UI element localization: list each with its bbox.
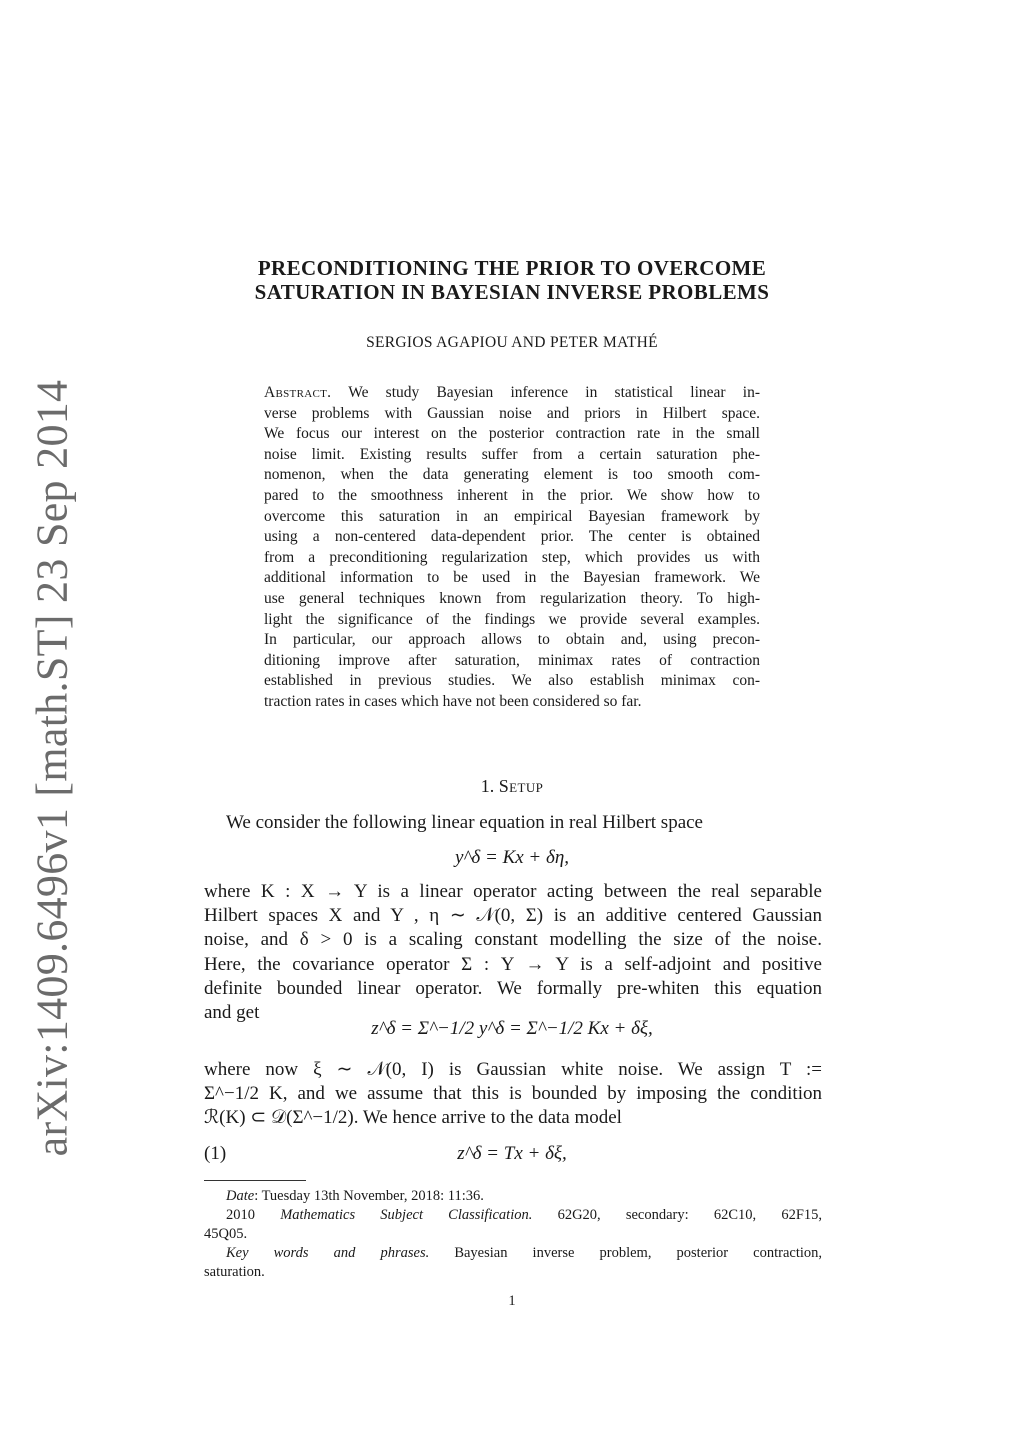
footnote-msc: 2010 Mathematics Subject Classification. 62G20, secondary: 62C10, 62F15, xyxy=(226,1207,823,1223)
abstract-line: noise limit. Existing results suffer from a certain saturation phe- xyxy=(264,445,760,463)
section-heading xyxy=(0,776,1024,797)
equation-observation: y^δ = Kx + δη, xyxy=(454,847,570,868)
body-line: Hilbert spaces X and Y , η ∼ 𝒩(0, Σ) is an additive centered Gaussian xyxy=(204,905,822,927)
section-title: Setup xyxy=(498,776,544,796)
abstract-line: traction rates in cases which have not been considered so far. xyxy=(264,692,642,710)
paper-title-line-2: SATURATION IN BAYESIAN INVERSE PROBLEMS xyxy=(254,280,770,304)
equation-data-model: z^δ = Tx + δξ, xyxy=(457,1143,567,1164)
equation-prewhitened: z^δ = Σ^−1/2 y^δ = Σ^−1/2 Kx + δξ, xyxy=(371,1018,653,1039)
body-line: Σ^−1/2 K, and we assume that this is bounded by imposing the condition xyxy=(204,1083,822,1105)
page-number: 1 xyxy=(508,1293,516,1309)
abstract-line: Abstract. We study Bayesian inference in statistical linear in- xyxy=(264,384,760,401)
body-line: where K : X → Y is a linear operator acting between the real separable xyxy=(204,881,822,902)
abstract xyxy=(264,383,760,713)
abstract-line: We focus our interest on the posterior contraction rate in the small xyxy=(264,425,760,443)
abstract-line: nomenon, when the data generating element is too smooth com- xyxy=(264,466,760,484)
body-line: and get xyxy=(204,1001,260,1023)
abstract-line: pared to the smoothness inherent in the prior. We show how to xyxy=(264,486,760,504)
abstract-line: from a preconditioning regularization step, which provides us with xyxy=(264,548,760,566)
abstract-line: established in previous studies. We also establish minimax con- xyxy=(264,672,760,690)
section-number: 1. xyxy=(480,776,495,796)
footnote-keywords: Key words and phrases. Bayesian inverse problem, posterior contraction, xyxy=(226,1245,823,1261)
equation-number: (1) xyxy=(204,1143,227,1164)
authors: SERGIOS AGAPIOU AND PETER MATHÉ xyxy=(366,334,658,351)
abstract-line: verse problems with Gaussian noise and priors in Hilbert space. xyxy=(264,404,760,422)
footnote-msc-cont: 45Q05. xyxy=(204,1226,248,1242)
abstract-line: light the significance of the findings we provide several examples. xyxy=(264,610,760,628)
abstract-heading: Abstract. xyxy=(264,384,332,401)
intro-paragraph xyxy=(204,811,822,835)
abstract-line: ditioning improve after saturation, minimax rates of contraction xyxy=(264,651,760,669)
abstract-line: use general techniques known from regularization theory. To high- xyxy=(264,589,760,607)
abstract-line: In particular, our approach allows to obtain and, using precon- xyxy=(264,631,760,649)
footnotes xyxy=(204,1187,822,1282)
body-line: Here, the covariance operator Σ : Y → Y is a self-adjoint and positive xyxy=(204,953,822,975)
paragraph-1 xyxy=(204,880,822,1025)
footnote-date: Date: Tuesday 13th November, 2018: 11:36. xyxy=(226,1188,484,1204)
paper-title-line-1: PRECONDITIONING THE PRIOR TO OVERCOME xyxy=(257,256,767,280)
body-line: where now ξ ∼ 𝒩(0, I) is Gaussian white noise. We assign T := xyxy=(204,1059,822,1080)
paragraph-2 xyxy=(204,1058,822,1131)
body-line: noise, and δ > 0 is a scaling constant modelling the size of the noise. xyxy=(204,929,822,951)
body-line: definite bounded linear operator. We formally pre-whiten this equation xyxy=(204,977,822,999)
body-line: ℛ(K) ⊂ 𝒟(Σ^−1/2). We hence arrive to the data model xyxy=(204,1107,622,1129)
arxiv-identifier: arXiv:1409.6496v1 [math.ST] 23 Sep 2014 xyxy=(27,379,77,1157)
abstract-line: additional information to be used in the Bayesian framework. We xyxy=(264,569,760,587)
footnote-rule xyxy=(204,1180,306,1181)
abstract-line: overcome this saturation in an empirical Bayesian framework by xyxy=(264,507,760,525)
body-line: We consider the following linear equation in real Hilbert space xyxy=(226,812,703,833)
abstract-line: using a non-centered data-dependent prior. The center is obtained xyxy=(264,528,760,546)
footnote-keywords-cont: saturation. xyxy=(204,1264,265,1280)
